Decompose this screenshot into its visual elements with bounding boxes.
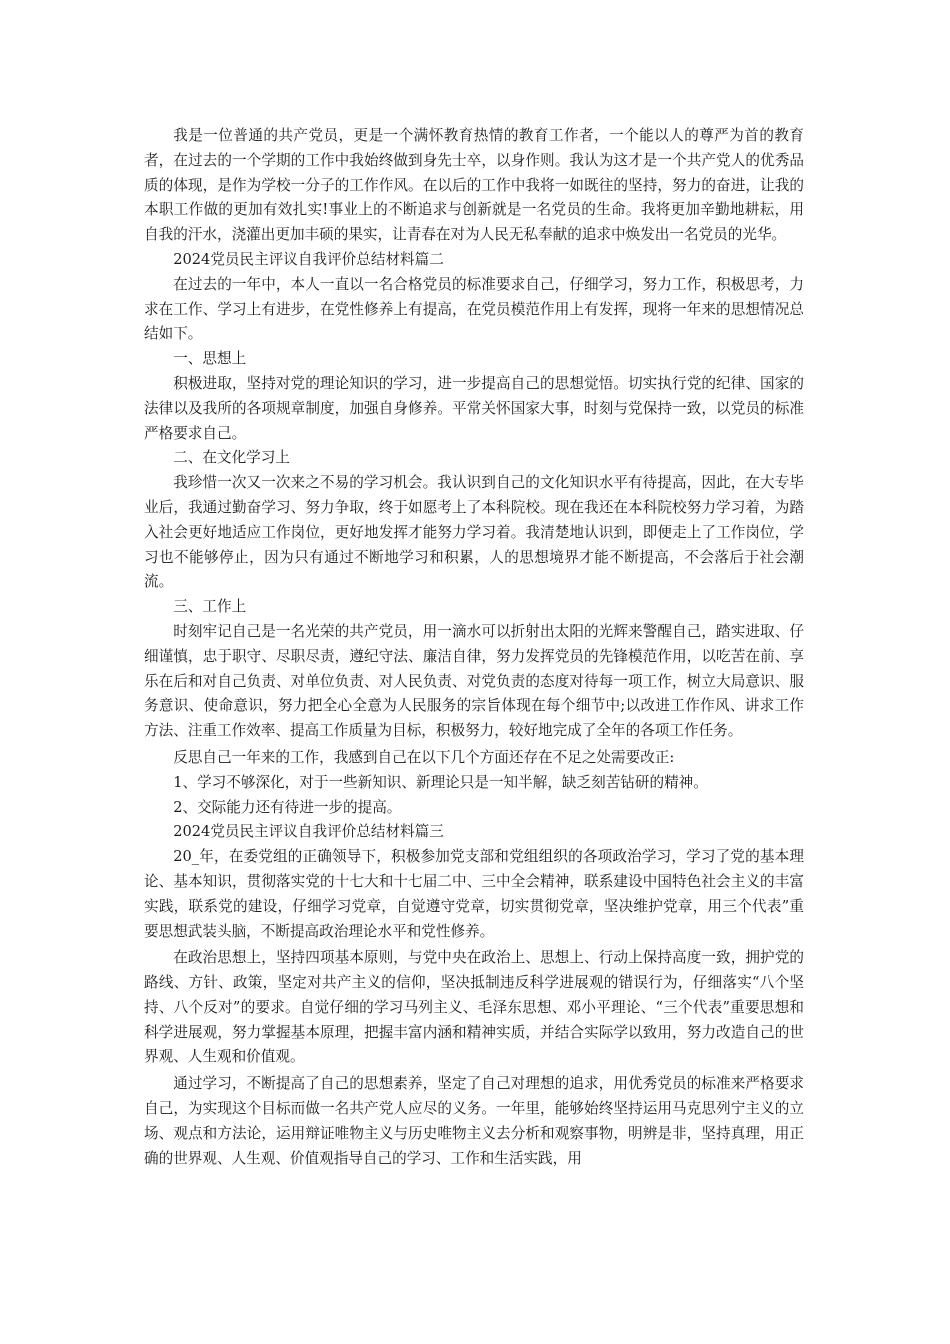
paragraph: 通过学习，不断提高了自己的思想素养，坚定了自己对理想的追求，用优秀党员的标准来严格要求自己，为实现这个目标而做一名共产党人应尽的义务。一年里，能够始终坚持运用马克思列宁主义的立场、观点和方法论，运用辩证唯物主义与历史唯物主义去分析和观察事物，明辨是非，坚持真理，用正确的世界观、人生观、价值观指导自己的学习、工作和生活实践，用 [144, 1075, 804, 1167]
paragraph: 我珍惜一次又一次来之不易的学习机会。我认识到自己的文化知识水平有待提高，因此，在大专毕业后，我通过勤奋学习、努力争取，终于如愿考上了本科院校。现在我还在本科院校努力学习着，为踏入社会更好地适应工作岗位，更好地发挥才能努力学习着。我清楚地认识到，即便走上了工作岗位，学习也不能够停止，因为只有通过不断地学习和积累，人的思想境界才能不断提高，不会落后于社会潮流。 [144, 474, 804, 591]
list-item: 2、交际能力还有待进一步的提高。 [173, 798, 402, 816]
paragraph: 20_年，在委党组的正确领导下，积极参加党支部和党组组织的各项政治学习，学习了党的基本理论、基本知识，贯彻落实党的十七大和十七届二中、三中全会精神，联系建设中国特色社会主义的丰富实践，联系党的建设，仔细学习党章，自觉遵守党章，切实贯彻党章，坚决维护党章，用三个代表”重要思想武装头脑，不断提高政治理论水平和党性修养。 [144, 848, 804, 940]
paragraph: 时刻牢记自己是一名光荣的共产党员，用一滴水可以折射出太阳的光辉来警醒自己，踏实进取、仔细谨慎，忠于职守、尽职尽责，遵纪守法、廉洁自律，努力发挥党员的先锋模范作用，以吃苦在前、享乐在后和对自己负责、对单位负责、对人民负责、对党负责的态度对待每一项工作，树立大局意识、服务意识、使命意识，努力把全心全意为人民服务的宗旨体现在每个细节中;以改进工作作风、讲求工作方法、注重工作效率、提高工作质量为目标，积极努力，较好地完成了全年的各项工作任务。 [144, 622, 804, 740]
paragraph: 在政治思想上，坚持四项基本原则，与党中央在政治上、思想上、行动上保持高度一致，拥护党的路线、方针、政策，坚定对共产主义的信仰，坚决抵制违反科学进展观的错误行为，仔细落实“八个坚持、八个反对”的要求。自觉仔细的学习马列主义、毛泽东思想、邓小平理论、“三个代表”重要思想和科学进展观，努力掌握基本原理，把握丰富内涵和精神实质，并结合实际学以致用，努力改造自己的世界观、人生观和价值观。 [144, 949, 804, 1066]
paragraph: 反思自己一年来的工作，我感到自己在以下几个方面还存在不足之处需要改正: [173, 748, 675, 766]
list-item: 1、学习不够深化，对于一些新知识、新理论只是一知半解，缺乏刻苦钻研的精神。 [173, 773, 708, 791]
subheading-work: 三、工作上 [173, 598, 247, 616]
section-heading-part-three: 2024党员民主评议自我评价总结材料篇三 [173, 823, 444, 841]
document-body [144, 124, 804, 1171]
paragraph: 积极进取，坚持对党的理论知识的学习，进一步提高自己的思想觉悟。切实执行党的纪律、国家的法律以及我所的各项规章制度，加强自身修养。平常关怀国家大事，时刻与党保持一致，以党员的标准严格要求自己。 [144, 374, 804, 442]
paragraph: 在过去的一年中，本人一直以一名合格党员的标准要求自己，仔细学习，努力工作，积极思考，力求在工作、学习上有进步，在党性修养上有提高，在党员模范作用上有发挥，现将一年来的思想情况总结如下。 [144, 275, 804, 343]
paragraph-intro: 我是一位普通的共产党员，更是一个满怀教育热情的教育工作者，一个能以人的尊严为首的教育者，在过去的一个学期的工作中我始终做到身先士卒，以身作则。我认为这才是一个共产党人的优秀品质的体现，是作为学校一分子的工作作风。在以后的工作中我将一如既往的坚持，努力的奋进，让我的本职工作做的更加有效扎实!事业上的不断追求与创新就是一名党员的生命。我将更加辛勤地耕耘，用自我的汗水，浇灌出更加丰硕的果实，让青春在对为人民无私奉献的追求中焕发出一名党员的光华。 [144, 127, 804, 244]
section-heading-part-two: 2024党员民主评议自我评价总结材料篇二 [173, 250, 444, 268]
subheading-thought: 一、思想上 [173, 350, 247, 368]
subheading-study: 二、在文化学习上 [173, 449, 290, 467]
